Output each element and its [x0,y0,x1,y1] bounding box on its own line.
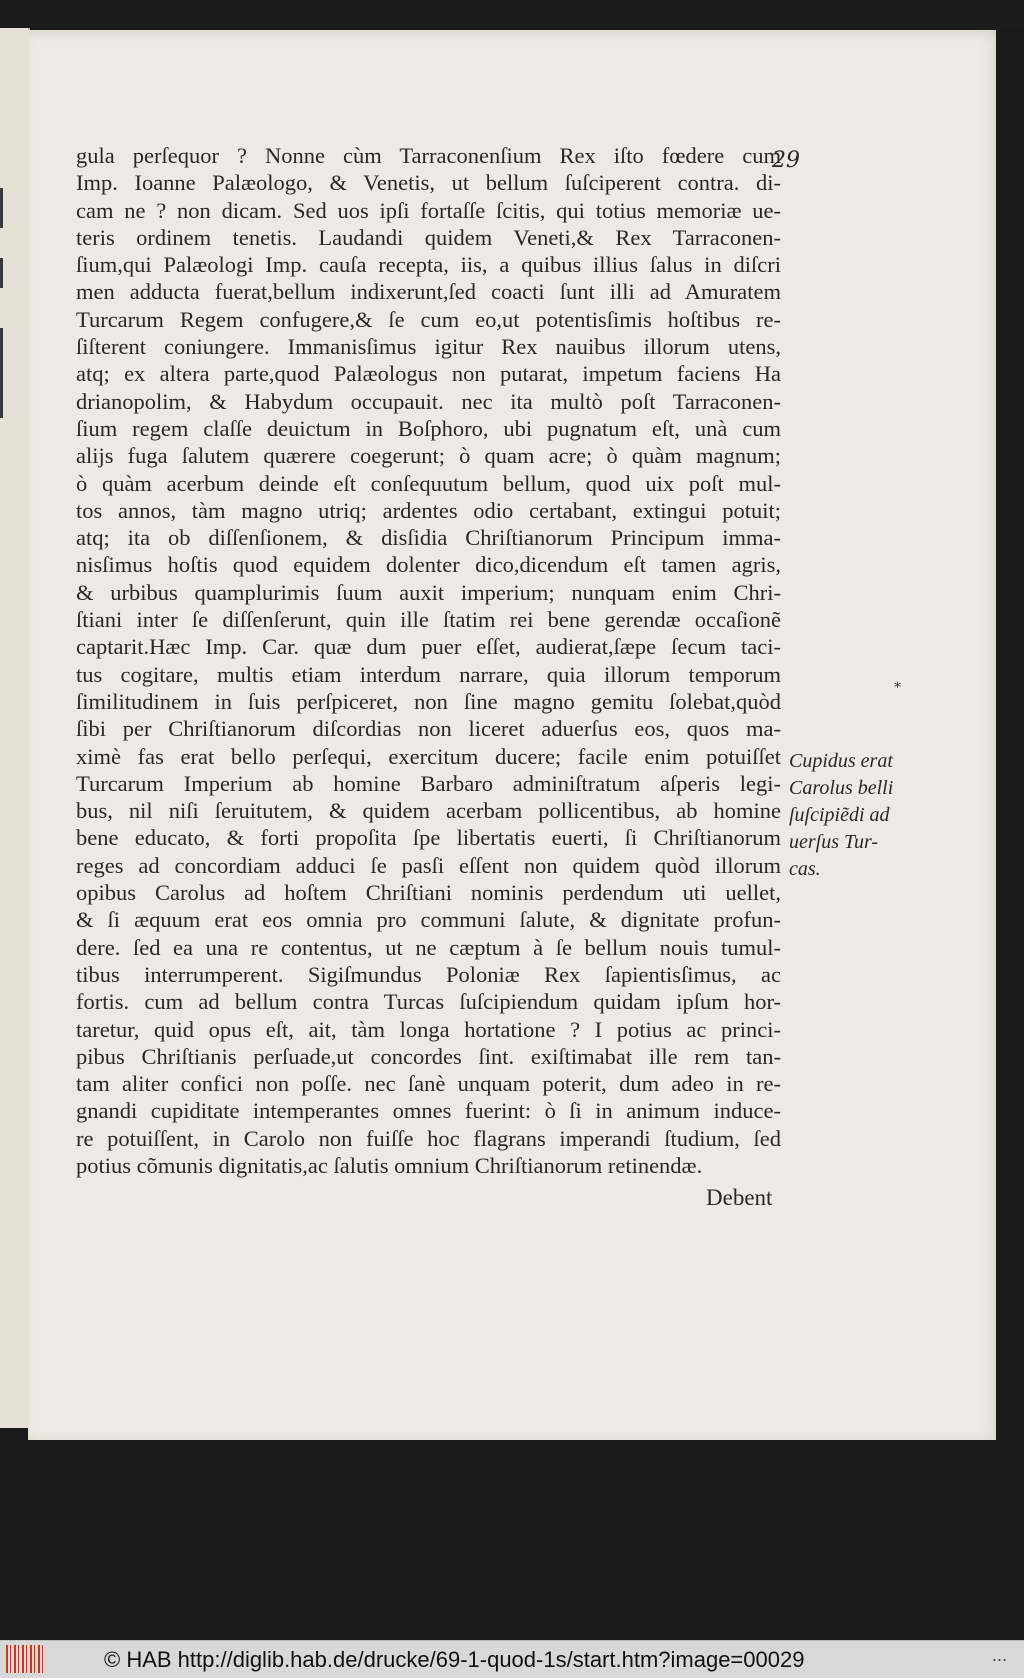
text-line: ſibi per Chriſtianorum diſcordias non liceret aduerſus eos, quos ma- [76,716,781,742]
marginal-note-line: ſuſcipiẽdi ad [789,804,890,826]
text-line: ſiſterent coniungere. Immanisſimus igitur Rex nauibus illorum utens, [76,334,781,360]
text-line: & urbibus quamplurimis ſuum auxit imperium; nunquam enim Chri- [76,579,781,605]
text-line: reges ad concordiam adduci ſe pasſi eſſent non quidem quòd illorum [76,852,781,878]
text-line: pibus Chriſtianis perſuade,ut concordes ſint. exiſtimabat ille rem tan- [76,1043,781,1069]
text-line: drianopolim, & Habydum occupauit. nec ita multò poſt Tarraconen- [76,388,781,414]
text-line: & ſi æquum erat eos omnia pro communi ſalute, & dignitate profun- [76,907,781,933]
copyright-url[interactable]: © HAB http://diglib.hab.de/drucke/69-1-quod-1s/start.htm?image=00029 [104,1647,805,1672]
edge-mark [0,258,3,288]
asterisk-mark: * [894,680,901,696]
text-line: Turcarum Imperium ab homine Barbaro adminiſtratum aſperis legi- [76,770,781,796]
text-line: nisſimus hoſtis quod equidem dolenter dico,dicendum eſt tamen agris, [76,552,781,578]
text-line: Turcarum Regem confugere,& ſe cum eo,ut potentisſimis hoſtibus re- [76,306,781,332]
text-line: tam aliter confici non poſſe. nec ſanè unquam poterit, dum adeo in re- [76,1071,781,1097]
catchword: Debent [706,1185,773,1210]
text-line: alijs fuga ſalutem quærere coegerunt; ò quam acre; ò quàm magnum; [76,443,781,469]
scanner-backdrop [0,0,1024,30]
text-line: men adducta fuerat,bellum indixerunt,ſed coacti ſunt illi ad Amuratem [76,279,781,305]
text-line: captarit.Hæc Imp. Car. quæ dum puer eſſet, audierat,ſæpe ſecum taci- [76,634,781,660]
text-line: Imp. Ioanne Palæologo, & Venetis, ut bellum ſuſciperent contra. di- [76,170,781,196]
marginal-note-line: cas. [789,858,821,880]
text-line: ſtiani inter ſe diſſenſerunt, quin ille ſtatim rei bene gerendæ occaſionẽ [76,607,781,633]
text-line: potius cõmunis dignitatis,ac ſalutis omnium Chriſtianorum retinendæ. [76,1152,703,1178]
text-line: bene educato, & forti propoſita ſpe libertatis euerti, ſi Chriſtianorum [76,825,781,851]
text-line: bus, nil niſi ſeruitutem, & quidem acerbam pollicentibus, ab homine [76,798,781,824]
text-line: fortis. cum ad bellum contra Turcas ſuſcipiendum quidam ipſum hor- [76,989,781,1015]
text-line: gula perſequor ? Nonne cùm Tarraconenſium Rex iſto fœdere cum [76,143,781,168]
marginal-note-line: Carolus belli [789,777,894,799]
text-line: re potuiſſent, in Carolo non fuiſſe hoc flagrans imperandi ſtudium, ſed [76,1125,781,1151]
edge-mark [0,188,3,228]
text-line: tibus interrumperent. Sigiſmundus Poloniæ Rex ſapientisſimus, ac [76,961,781,987]
marginal-note-line: uerſus Tur- [789,831,879,853]
text-line: ſium,qui Palæologi Imp. cauſa recepta, iis, a quibus illius ſalus in diſcri [76,252,781,278]
text-line: atq; ita ob diſſenſionem, & disſidia Chriſtianorum Principum imma- [76,525,781,551]
text-line: tus cogitare, multis etiam interdum narrare, quia illorum temporum [76,661,781,687]
text-line: taretur, quid opus eſt, ait, tàm longa hortatione ? I potius ac princi- [76,1016,781,1042]
marginal-note [789,748,909,883]
text-line: teris ordinem tenetis. Laudandi quidem Veneti,& Rex Tarraconen- [76,224,781,250]
text-line: ſium regem claſſe deuictum in Boſphoro, ubi pugnatum eſt, unà cum [76,415,781,441]
text-line: gnandi cupiditate intemperantes omnes fuerint: ò ſi in animum induce- [76,1098,781,1124]
text-line: ò quàm acerbum deinde eſt conſequutum bellum, quod uix poſt mul- [76,470,781,496]
text-line: atq; ex altera parte,quod Palæologus non putarat, impetum faciens Ha [76,361,781,387]
footer-bar [0,1640,1024,1678]
marginal-note-line: Cupidus erat [789,750,893,772]
more-menu-icon[interactable]: ... [992,1645,1008,1665]
previous-page-edge [0,28,30,1428]
text-line: opibus Carolus ad hoſtem Chriſtiani nominis perdendum uti uellet, [76,880,781,906]
page-number: 29 [772,148,800,173]
text-line: cam ne ? non dicam. Sed uos ipſi fortaſſe ſcitis, qui totius memoriæ ue- [76,197,781,223]
text-line: dere. ſed ea una re contentus, ut ne cæptum à ſe bellum nouis tumul- [76,934,781,960]
text-line: ximè fas erat bello perſequi, exercitum ducere; facile enim potuiſſet [76,743,781,769]
body-text [76,142,781,1179]
text-line: tos annos, tàm magno utriq; ardentes odio certabant, extingui potuit; [76,497,781,523]
edge-mark [0,328,3,418]
text-line: ſimilitudinem in ſuis perſpiceret, non ſine magno gemitu ſolebat,quòd [76,688,781,714]
barcode-icon [6,1645,46,1673]
